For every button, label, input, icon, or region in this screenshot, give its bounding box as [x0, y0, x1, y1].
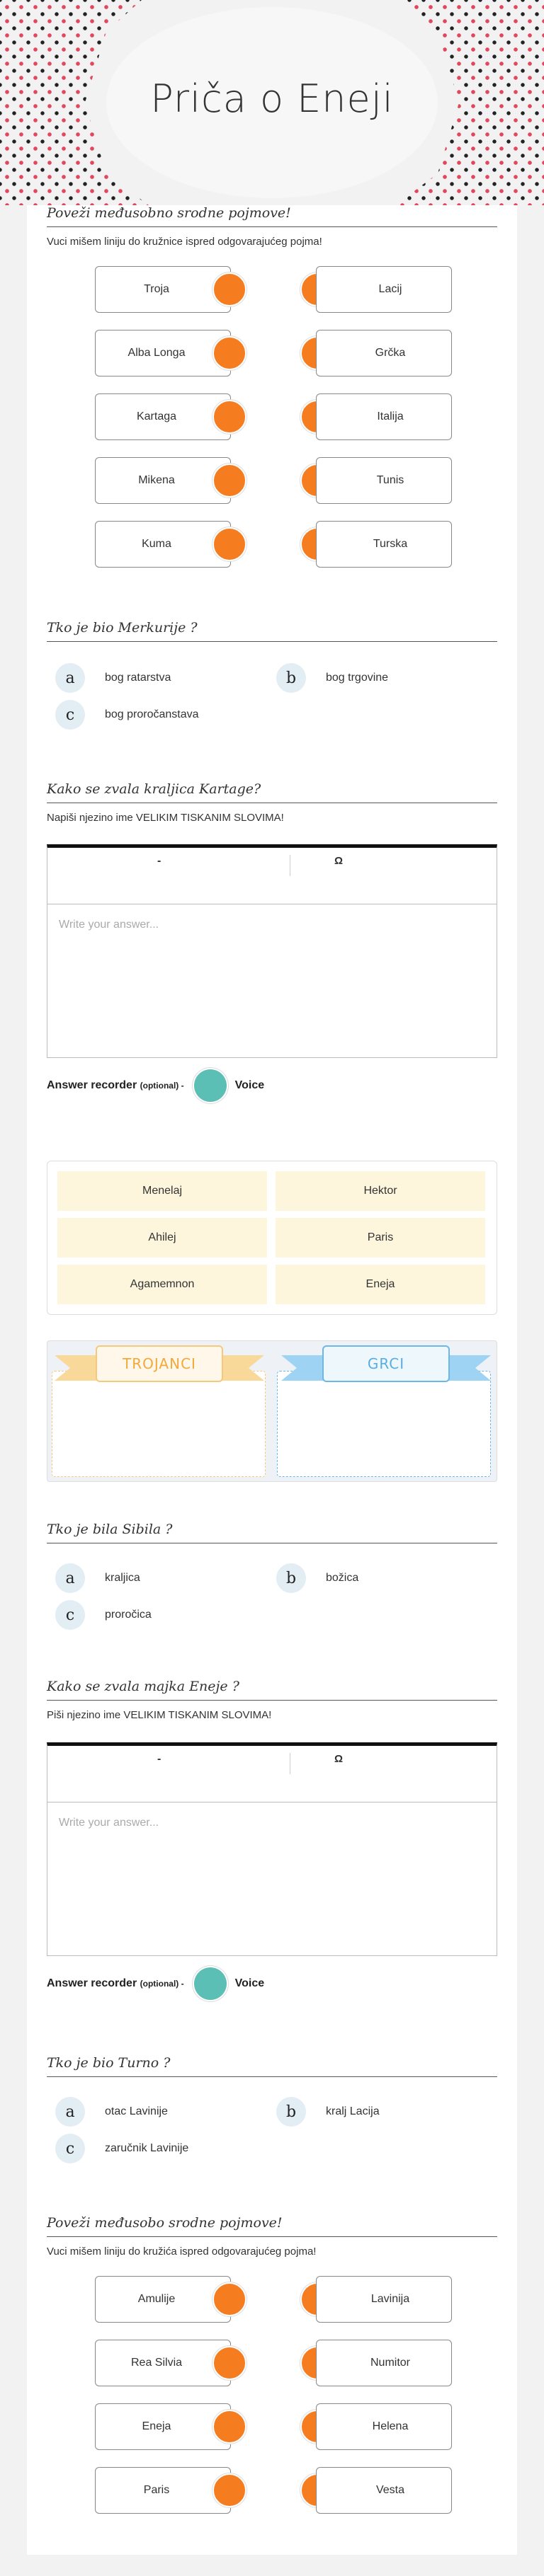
- option-text: bog proročanstava: [105, 708, 199, 720]
- page-title: Priča o Eneji: [150, 76, 394, 121]
- drag-chip[interactable]: Menelaj: [57, 1171, 267, 1211]
- match-row: [47, 521, 497, 568]
- option-badge: b: [276, 2097, 306, 2127]
- option-text: božica: [326, 1572, 359, 1584]
- option-badge: b: [276, 1563, 306, 1593]
- question-merkurije: [47, 620, 497, 642]
- recorder-label: Answer recorder: [47, 1079, 137, 1091]
- option-a[interactable]: [55, 1563, 140, 1594]
- question-sibila: [47, 1522, 497, 1543]
- match-right-item[interactable]: Numitor: [316, 2340, 452, 2386]
- editor-toolbar: [47, 1746, 497, 1802]
- minus-button[interactable]: -: [157, 855, 162, 867]
- question-title: Tko je bila Sibila ?: [47, 1522, 497, 1543]
- option-c[interactable]: [55, 1599, 152, 1631]
- category-label-trojanci: [55, 1345, 264, 1385]
- match-row: [47, 393, 497, 440]
- match-row: [47, 266, 497, 313]
- match-left-handle[interactable]: [212, 336, 246, 370]
- match-right-item[interactable]: Lacij: [316, 266, 452, 313]
- match-left-item[interactable]: Paris: [95, 2467, 231, 2514]
- match-left-item[interactable]: Amulije: [95, 2276, 231, 2323]
- options-q3: [47, 1563, 497, 1640]
- drag-chip[interactable]: Hektor: [276, 1171, 485, 1211]
- match-pairs-1: [47, 266, 497, 577]
- ribbon-tail: [448, 1355, 491, 1381]
- question-kraljica-kartage: [47, 781, 497, 824]
- question-instruction: Piši njezino ime VELIKIM TISKANIM SLOVIMA!: [47, 1709, 272, 1721]
- voice-record-button[interactable]: [194, 1967, 227, 2000]
- drag-chip[interactable]: Ahilej: [57, 1218, 267, 1258]
- match-right-item[interactable]: Tunis: [316, 457, 452, 504]
- option-b[interactable]: [276, 2096, 380, 2127]
- special-characters-button[interactable]: Ω: [334, 855, 344, 867]
- match-row: [47, 2276, 497, 2323]
- option-c[interactable]: [55, 2133, 188, 2164]
- options-q5: [47, 2096, 497, 2174]
- option-badge: c: [55, 2134, 85, 2163]
- category-label-grci: [281, 1345, 491, 1385]
- special-characters-button[interactable]: Ω: [334, 1753, 344, 1765]
- option-text: kralj Lacija: [326, 2105, 380, 2117]
- answer-recorder: [47, 1967, 264, 2000]
- match-left-item[interactable]: Kuma: [95, 521, 231, 568]
- options-q1: [47, 662, 497, 740]
- option-badge: a: [55, 1563, 85, 1593]
- match-pairs-2: [47, 2276, 497, 2524]
- match-left-handle[interactable]: [212, 400, 246, 434]
- minus-button[interactable]: -: [157, 1753, 162, 1765]
- option-text: zaručnik Lavinije: [105, 2142, 189, 2154]
- drop-zone-grci[interactable]: [277, 1371, 491, 1477]
- recorder-label: Answer recorder: [47, 1977, 137, 1989]
- match-right-item[interactable]: Lavinija: [316, 2276, 452, 2323]
- option-b[interactable]: [276, 1563, 358, 1594]
- match-left-handle[interactable]: [212, 2473, 246, 2507]
- voice-record-button[interactable]: [194, 1069, 227, 1102]
- question-title: Tko je bio Merkurije ?: [47, 620, 497, 642]
- rich-text-editor: [47, 844, 497, 1058]
- match-left-item[interactable]: Troja: [95, 266, 231, 313]
- question-instruction: Vuci mišem liniju do kružnice ispred odgovarajućeg pojma!: [47, 236, 322, 248]
- question-instruction: Vuci mišem liniju do kružića ispred odgovarajućeg pojma!: [47, 2246, 317, 2258]
- option-badge: c: [55, 1600, 85, 1630]
- chip-pool: [47, 1161, 497, 1315]
- match-row: [47, 2467, 497, 2514]
- match-right-item[interactable]: Grčka: [316, 330, 452, 376]
- match-right-item[interactable]: Helena: [316, 2403, 452, 2450]
- match-right-item[interactable]: Turska: [316, 521, 452, 568]
- option-c[interactable]: [55, 699, 199, 730]
- option-a[interactable]: [55, 2096, 168, 2127]
- question-title: Poveži međusobo srodne pojmove!: [47, 2215, 497, 2237]
- answer-area-q2: [47, 844, 497, 1099]
- match-row: [47, 2403, 497, 2450]
- question-title: Poveži međusobno srodne pojmove!: [47, 205, 497, 227]
- drag-chip[interactable]: Eneja: [276, 1265, 485, 1304]
- question-turno: [47, 2055, 497, 2077]
- match-left-handle[interactable]: [212, 2346, 246, 2380]
- match-left-handle[interactable]: [212, 2282, 246, 2316]
- ribbon-tail: [222, 1355, 264, 1381]
- option-text: kraljica: [105, 1572, 140, 1584]
- match-left-item[interactable]: Rea Silvia: [95, 2340, 231, 2386]
- answer-recorder: [47, 1069, 264, 1102]
- question-instruction: Napiši njezino ime VELIKIM TISKANIM SLOVIMA!: [47, 812, 284, 824]
- voice-label: Voice: [234, 1079, 265, 1091]
- drop-zone-trojanci[interactable]: [52, 1371, 266, 1477]
- category-title: GRCI: [322, 1345, 450, 1382]
- match-left-item[interactable]: Mikena: [95, 457, 231, 504]
- option-text: bog ratarstva: [105, 672, 171, 684]
- match-left-item[interactable]: Alba Longa: [95, 330, 231, 376]
- category-title: TROJANCI: [96, 1345, 223, 1382]
- question-title: Kako se zvala kraljica Kartage?: [47, 781, 497, 803]
- option-text: bog trgovine: [326, 672, 389, 684]
- match-section-2: [47, 2215, 497, 2258]
- option-text: otac Lavinije: [105, 2105, 168, 2117]
- match-left-item[interactable]: Kartaga: [95, 393, 231, 440]
- match-row: [47, 2340, 497, 2386]
- drag-chip[interactable]: Agamemnon: [57, 1265, 267, 1304]
- option-badge: a: [55, 663, 85, 693]
- editor-toolbar: [47, 848, 497, 904]
- option-a[interactable]: [55, 662, 171, 694]
- recorder-optional: (optional) -: [140, 1979, 184, 1989]
- option-text: proročica: [105, 1609, 152, 1621]
- match-row: [47, 457, 497, 504]
- page-header: [0, 0, 544, 205]
- ribbon-tail: [281, 1355, 324, 1381]
- answer-area-q4: [47, 1742, 497, 1997]
- ribbon-tail: [55, 1355, 97, 1381]
- match-right-item[interactable]: Vesta: [316, 2467, 452, 2514]
- match-right-item[interactable]: Italija: [316, 393, 452, 440]
- question-title: Tko je bio Turno ?: [47, 2055, 497, 2077]
- answer-input[interactable]: Write your answer...: [59, 919, 159, 931]
- category-area: [47, 1340, 497, 1482]
- answer-input[interactable]: Write your answer...: [59, 1817, 159, 1829]
- option-badge: a: [55, 2097, 85, 2127]
- match-left-handle[interactable]: [212, 2410, 246, 2444]
- question-majka-eneje: [47, 1679, 497, 1721]
- option-badge: c: [55, 700, 85, 730]
- match-left-item[interactable]: Eneja: [95, 2403, 231, 2450]
- drag-chip[interactable]: Paris: [276, 1218, 485, 1258]
- question-title: Kako se zvala majka Eneje ?: [47, 1679, 497, 1701]
- match-left-handle[interactable]: [212, 464, 246, 498]
- match-left-handle[interactable]: [212, 527, 246, 561]
- match-section-1: [47, 205, 497, 248]
- match-left-handle[interactable]: [212, 272, 246, 306]
- sorting-exercise: [47, 1161, 497, 1451]
- match-row: [47, 330, 497, 376]
- option-badge: b: [276, 663, 306, 693]
- voice-label: Voice: [234, 1977, 265, 1989]
- option-b[interactable]: [276, 662, 388, 694]
- recorder-optional: (optional) -: [140, 1081, 184, 1091]
- rich-text-editor: [47, 1742, 497, 1956]
